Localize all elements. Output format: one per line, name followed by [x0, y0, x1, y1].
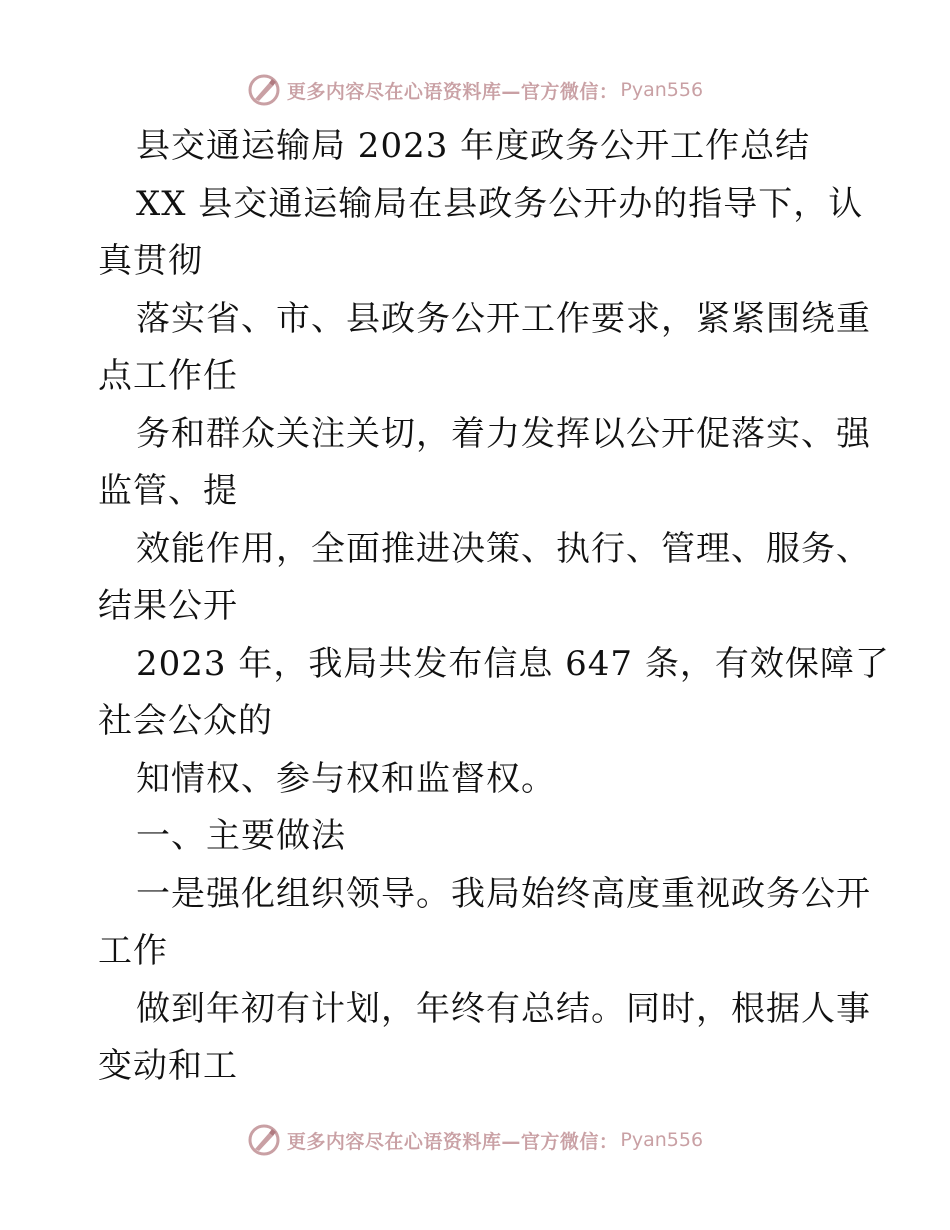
text-line: 2023 年，我局共发布信息 647 条，有效保障了 [136, 643, 890, 684]
text-line: 社会公众的 [98, 701, 273, 741]
text-line: 点工作任 [98, 356, 238, 396]
text-line: 监管、提 [98, 471, 238, 511]
text-line: 结果公开 [98, 586, 238, 626]
header-watermark [0, 70, 950, 110]
text-line: 效能作用，全面推进决策、执行、管理、服务、 [136, 528, 871, 569]
text-line: 工作 [98, 931, 168, 971]
pen-circle-logo-icon [247, 73, 281, 107]
document-body [98, 118, 890, 1096]
document-title: 县交通运输局 2023 年度政务公开工作总结 [136, 126, 811, 166]
text-line: 做到年初有计划，年终有总结。同时，根据人事 [136, 988, 871, 1029]
watermark-handle: Pyan556 [620, 1129, 704, 1151]
pen-circle-logo-icon [247, 1123, 281, 1157]
watermark-text: 更多内容尽在心语资料库—官方微信： [286, 80, 619, 103]
footer-watermark [0, 1120, 950, 1160]
text-line: 一是强化组织领导。我局始终高度重视政务公开 [136, 873, 871, 914]
watermark-text: 更多内容尽在心语资料库—官方微信： [286, 1130, 619, 1153]
text-line: 变动和工 [98, 1046, 238, 1086]
text-line: 真贯彻 [98, 241, 203, 281]
text-line: 落实省、市、县政务公开工作要求，紧紧围绕重 [136, 298, 871, 339]
text-line: 知情权、参与权和监督权。 [136, 758, 556, 799]
watermark-handle: Pyan556 [620, 79, 704, 101]
section-heading: 一、主要做法 [136, 816, 346, 856]
text-line: XX 县交通运输局在县政务公开办的指导下，认 [136, 183, 864, 224]
text-line: 务和群众关注关切，着力发挥以公开促落实、强 [136, 413, 871, 454]
